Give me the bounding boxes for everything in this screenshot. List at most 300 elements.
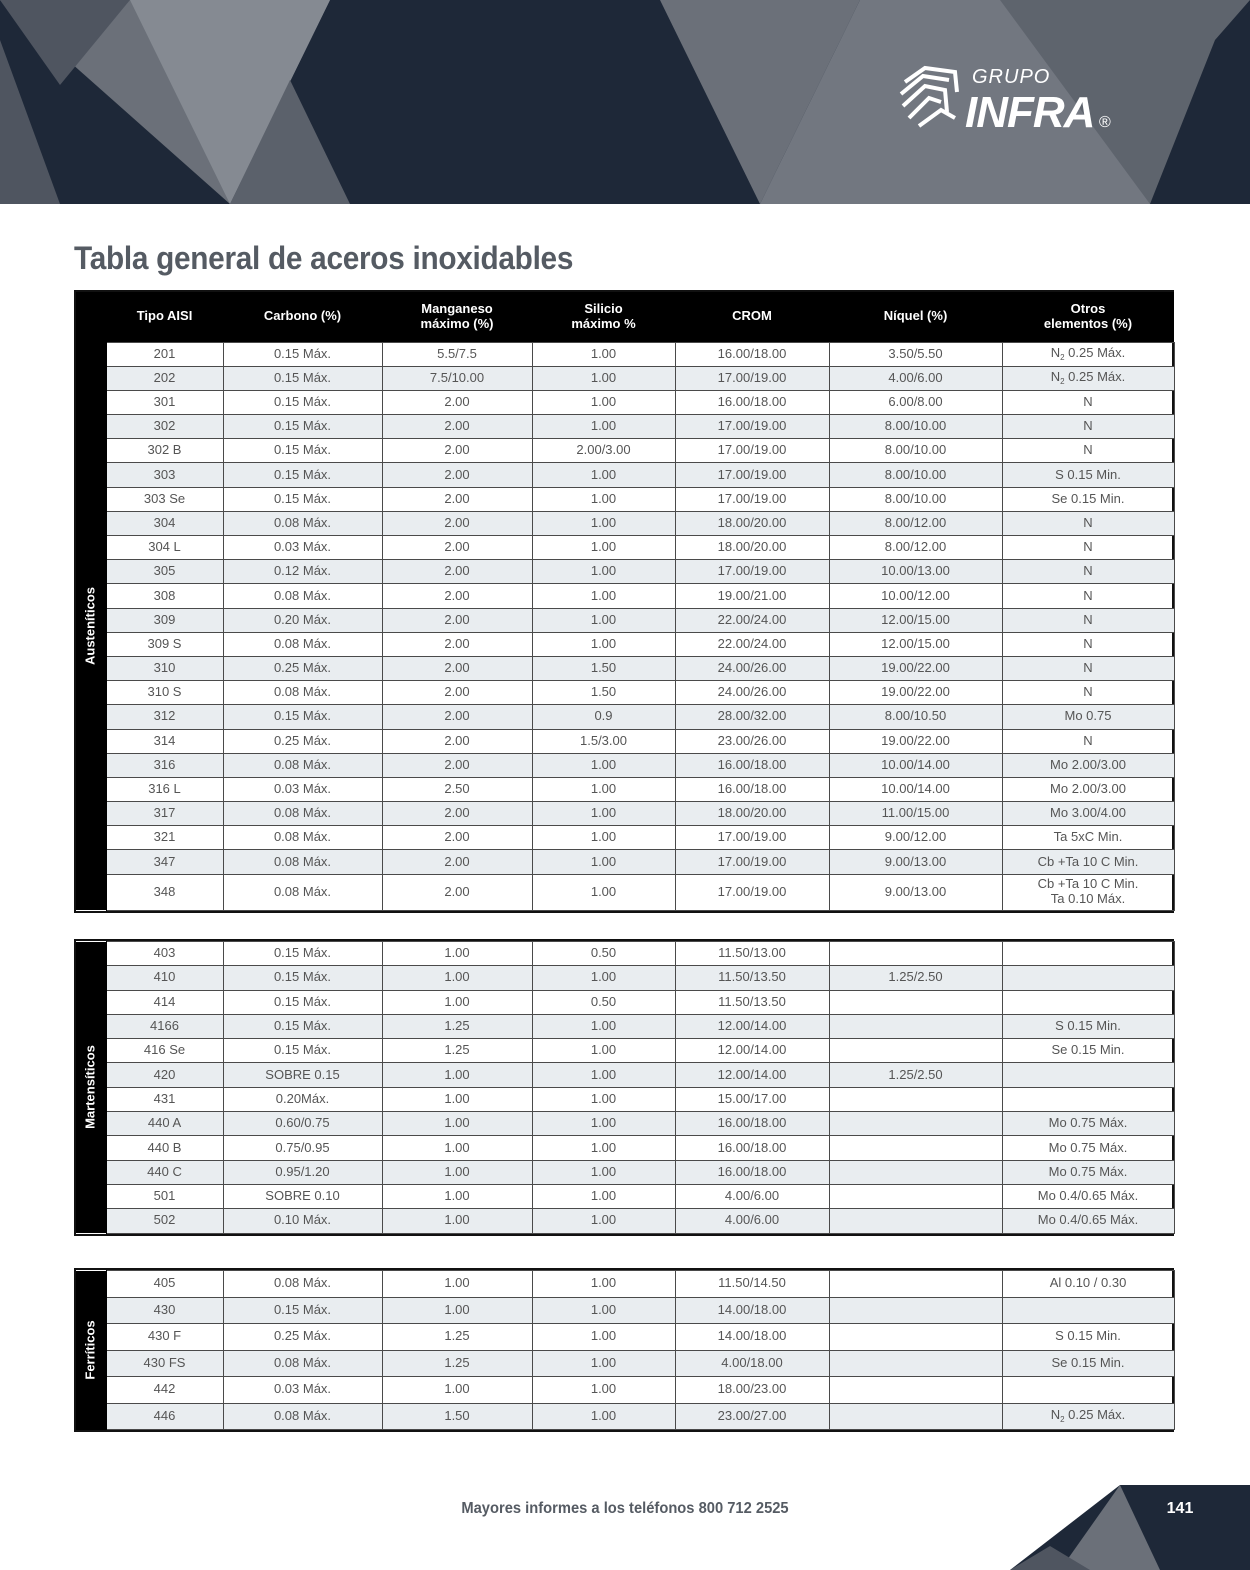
logo-grupo-text: GRUPO [972, 66, 1051, 88]
otros-cell: N [1002, 656, 1174, 680]
otros-cell: S 0.15 Min. [1002, 463, 1174, 487]
table-row [76, 1324, 1174, 1351]
niquel-cell [829, 1297, 1002, 1324]
header-silicio-line2: máximo % [571, 315, 636, 331]
manganeso-cell: 2.00 [382, 390, 532, 414]
table-row [76, 826, 1174, 850]
silicio-cell: 1.00 [532, 415, 675, 439]
manganeso-cell: 1.00 [382, 1063, 532, 1087]
otros-cell [1002, 990, 1174, 1014]
silicio-cell: 0.50 [532, 942, 675, 966]
group-label: Austeníticos [82, 587, 98, 666]
crom-cell: 16.00/18.00 [675, 342, 829, 366]
header-tipo-aisi: Tipo AISI [106, 292, 223, 342]
crom-cell: 24.00/26.00 [675, 681, 829, 705]
otros-cell: N [1002, 511, 1174, 535]
otros-cell: Mo 2.00/3.00 [1002, 777, 1174, 801]
crom-cell: 14.00/18.00 [675, 1324, 829, 1351]
niquel-cell: 8.00/10.00 [829, 487, 1002, 511]
tipo-aisi-cell: 316 [106, 753, 223, 777]
otros-cell: Mo 0.75 Máx. [1002, 1160, 1174, 1184]
silicio-cell: 1.50 [532, 681, 675, 705]
carbono-cell: 0.15 Máx. [223, 990, 382, 1014]
carbono-cell: 0.75/0.95 [223, 1136, 382, 1160]
manganeso-cell: 2.00 [382, 536, 532, 560]
tipo-aisi-cell: 202 [106, 366, 223, 390]
table-row [76, 1160, 1174, 1184]
carbono-cell: 0.15 Máx. [223, 487, 382, 511]
table-row [76, 1039, 1174, 1063]
header-niquel: Níquel (%) [829, 292, 1002, 342]
manganeso-cell: 2.00 [382, 705, 532, 729]
silicio-cell: 1.00 [532, 1039, 675, 1063]
crom-cell: 17.00/19.00 [675, 463, 829, 487]
tipo-aisi-cell: 442 [106, 1377, 223, 1404]
carbono-cell: 0.08 Máx. [223, 1403, 382, 1430]
crom-cell: 4.00/6.00 [675, 1209, 829, 1233]
tipo-aisi-cell: 314 [106, 729, 223, 753]
tipo-aisi-cell: 302 [106, 415, 223, 439]
carbono-cell: 0.12 Máx. [223, 560, 382, 584]
otros-cell [1002, 966, 1174, 990]
header-manganeso-line2: máximo (%) [420, 315, 494, 331]
otros-cell: N [1002, 439, 1174, 463]
crom-cell: 14.00/18.00 [675, 1297, 829, 1324]
niquel-cell: 10.00/14.00 [829, 777, 1002, 801]
silicio-cell: 1.00 [532, 1271, 675, 1298]
otros-cell: $N_2$ 0.25 Máx. [1002, 1403, 1174, 1430]
carbono-cell: 0.15 Máx. [223, 390, 382, 414]
carbono-cell: 0.15 Máx. [223, 439, 382, 463]
page-title: Tabla general de aceros inoxidables [74, 240, 574, 276]
tipo-aisi-cell: 310 [106, 656, 223, 680]
crom-cell: 18.00/20.00 [675, 802, 829, 826]
niquel-cell [829, 942, 1002, 966]
manganeso-cell: 1.25 [382, 1039, 532, 1063]
manganeso-cell: 1.00 [382, 1136, 532, 1160]
manganeso-cell: 1.00 [382, 990, 532, 1014]
group-label: Ferríticos [82, 1320, 98, 1380]
carbono-cell: 0.15 Máx. [223, 463, 382, 487]
header-crom: CROM [675, 292, 829, 342]
silicio-cell: 1.00 [532, 966, 675, 990]
otros-cell [1002, 942, 1174, 966]
manganeso-cell: 1.00 [382, 1209, 532, 1233]
manganeso-cell: 2.00 [382, 584, 532, 608]
table-row [76, 850, 1174, 874]
tipo-aisi-cell: 430 FS [106, 1350, 223, 1377]
manganeso-cell: 2.00 [382, 415, 532, 439]
manganeso-cell: 2.00 [382, 656, 532, 680]
table-row [76, 705, 1174, 729]
otros-cell: Se 0.15 Min. [1002, 1039, 1174, 1063]
otros-cell: N [1002, 560, 1174, 584]
otros-cell: Mo 2.00/3.00 [1002, 753, 1174, 777]
tipo-aisi-cell: 416 Se [106, 1039, 223, 1063]
silicio-cell: 1.00 [532, 366, 675, 390]
carbono-cell: 0.15 Máx. [223, 705, 382, 729]
carbono-cell: 0.20Máx. [223, 1087, 382, 1111]
crom-cell: 11.50/13.50 [675, 990, 829, 1014]
tipo-aisi-cell: 303 Se [106, 487, 223, 511]
niquel-cell: 19.00/22.00 [829, 656, 1002, 680]
silicio-cell: 1.00 [532, 1324, 675, 1351]
crom-cell: 19.00/21.00 [675, 584, 829, 608]
table-row [76, 942, 1174, 966]
silicio-cell: 0.9 [532, 705, 675, 729]
niquel-cell [829, 1350, 1002, 1377]
carbono-cell: 0.15 Máx. [223, 342, 382, 366]
header-carbono: Carbono (%) [223, 292, 382, 342]
ferriticos-table [74, 1268, 1174, 1432]
otros-cell: Al 0.10 / 0.30 [1002, 1271, 1174, 1298]
silicio-cell: 1.00 [532, 1112, 675, 1136]
table-header-row [76, 292, 1174, 342]
niquel-cell [829, 1136, 1002, 1160]
otros-cell: Cb +Ta 10 C Min. [1002, 850, 1174, 874]
manganeso-cell: 5.5/7.5 [382, 342, 532, 366]
tipo-aisi-cell: 309 [106, 608, 223, 632]
carbono-cell: 0.15 Máx. [223, 1039, 382, 1063]
silicio-cell: 1.00 [532, 1160, 675, 1184]
carbono-cell: 0.15 Máx. [223, 1014, 382, 1038]
martensiticos-table [74, 939, 1174, 1236]
niquel-cell: 19.00/22.00 [829, 729, 1002, 753]
carbono-cell: 0.08 Máx. [223, 632, 382, 656]
otros-cell: N [1002, 729, 1174, 753]
header-silicio [532, 292, 675, 342]
silicio-cell: 1.00 [532, 1136, 675, 1160]
manganeso-cell: 1.00 [382, 1377, 532, 1404]
silicio-cell: 1.00 [532, 1297, 675, 1324]
manganeso-cell: 1.00 [382, 1184, 532, 1208]
tipo-aisi-cell: 431 [106, 1087, 223, 1111]
manganeso-cell: 2.00 [382, 802, 532, 826]
table-row [76, 415, 1174, 439]
tipo-aisi-cell: 502 [106, 1209, 223, 1233]
carbono-cell: 0.08 Máx. [223, 850, 382, 874]
niquel-cell: 1.25/2.50 [829, 966, 1002, 990]
silicio-cell: 1.00 [532, 487, 675, 511]
tipo-aisi-cell: 347 [106, 850, 223, 874]
page-number: 141 [1166, 1500, 1194, 1517]
header-manganeso [382, 292, 532, 342]
niquel-cell: 9.00/12.00 [829, 826, 1002, 850]
carbono-cell: 0.08 Máx. [223, 802, 382, 826]
manganeso-cell: 2.00 [382, 729, 532, 753]
carbono-cell: 0.08 Máx. [223, 1271, 382, 1298]
niquel-cell: 9.00/13.00 [829, 874, 1002, 910]
group-label-cell [76, 1271, 106, 1430]
niquel-cell [829, 1324, 1002, 1351]
niquel-cell: 8.00/12.00 [829, 511, 1002, 535]
otros-cell: N [1002, 608, 1174, 632]
niquel-cell: 12.00/15.00 [829, 608, 1002, 632]
manganeso-cell: 1.25 [382, 1324, 532, 1351]
manganeso-cell: 1.00 [382, 1087, 532, 1111]
table-row [76, 608, 1174, 632]
niquel-cell: 3.50/5.50 [829, 342, 1002, 366]
table-row [76, 560, 1174, 584]
silicio-cell: 1.00 [532, 560, 675, 584]
table-row [76, 1184, 1174, 1208]
manganeso-cell: 2.00 [382, 487, 532, 511]
otros-cell: Se 0.15 Min. [1002, 1350, 1174, 1377]
manganeso-cell: 1.50 [382, 1403, 532, 1430]
otros-cell: S 0.15 Min. [1002, 1324, 1174, 1351]
tipo-aisi-cell: 420 [106, 1063, 223, 1087]
niquel-cell: 1.25/2.50 [829, 1063, 1002, 1087]
tipo-aisi-cell: 309 S [106, 632, 223, 656]
table-row [76, 584, 1174, 608]
manganeso-cell: 2.00 [382, 632, 532, 656]
silicio-cell: 1.00 [532, 850, 675, 874]
crom-cell: 15.00/17.00 [675, 1087, 829, 1111]
austeniticos-table [74, 290, 1174, 913]
grupo-infra-logo [895, 62, 1125, 142]
niquel-cell: 8.00/10.00 [829, 415, 1002, 439]
tipo-aisi-cell: 414 [106, 990, 223, 1014]
niquel-cell: 8.00/10.00 [829, 439, 1002, 463]
silicio-cell: 1.00 [532, 390, 675, 414]
crom-cell: 23.00/27.00 [675, 1403, 829, 1430]
niquel-cell [829, 1271, 1002, 1298]
niquel-cell [829, 1160, 1002, 1184]
crom-cell: 23.00/26.00 [675, 729, 829, 753]
table-row [76, 511, 1174, 535]
otros-cell: Mo 0.75 Máx. [1002, 1136, 1174, 1160]
header-corner [76, 292, 106, 342]
carbono-cell: 0.15 Máx. [223, 415, 382, 439]
crom-cell: 16.00/18.00 [675, 390, 829, 414]
silicio-cell: 1.00 [532, 536, 675, 560]
tipo-aisi-cell: 308 [106, 584, 223, 608]
manganeso-cell: 7.5/10.00 [382, 366, 532, 390]
crom-cell: 28.00/32.00 [675, 705, 829, 729]
crom-cell: 12.00/14.00 [675, 1039, 829, 1063]
manganeso-cell: 2.50 [382, 777, 532, 801]
carbono-cell: 0.08 Máx. [223, 584, 382, 608]
tipo-aisi-cell: 501 [106, 1184, 223, 1208]
tipo-aisi-cell: 405 [106, 1271, 223, 1298]
carbono-cell: 0.03 Máx. [223, 1377, 382, 1404]
manganeso-cell: 1.25 [382, 1014, 532, 1038]
carbono-cell: SOBRE 0.10 [223, 1184, 382, 1208]
tipo-aisi-cell: 440 A [106, 1112, 223, 1136]
crom-cell: 17.00/19.00 [675, 826, 829, 850]
niquel-cell: 12.00/15.00 [829, 632, 1002, 656]
carbono-cell: 0.15 Máx. [223, 966, 382, 990]
header-silicio-line1: Silicio [584, 300, 623, 316]
footer-contact-text: Mayores informes a los teléfonos 800 712 2525 [461, 1500, 789, 1517]
crom-cell: 22.00/24.00 [675, 632, 829, 656]
otros-cell: Mo 0.75 [1002, 705, 1174, 729]
carbono-cell: 0.08 Máx. [223, 1350, 382, 1377]
niquel-cell [829, 1209, 1002, 1233]
otros-cell: N [1002, 415, 1174, 439]
footer-triangles [0, 1480, 1250, 1570]
tipo-aisi-cell: 440 B [106, 1136, 223, 1160]
header-otros [1002, 292, 1174, 342]
registered-mark: ® [1099, 114, 1111, 131]
manganeso-cell: 1.00 [382, 1271, 532, 1298]
carbono-cell: 0.15 Máx. [223, 942, 382, 966]
manganeso-cell: 1.00 [382, 1297, 532, 1324]
table-row [76, 342, 1174, 366]
manganeso-cell: 1.00 [382, 1160, 532, 1184]
silicio-cell: 1.00 [532, 1063, 675, 1087]
silicio-cell: 1.00 [532, 1209, 675, 1233]
table-row [76, 874, 1174, 910]
group-label-cell [76, 342, 106, 910]
silicio-cell: 1.00 [532, 777, 675, 801]
manganeso-cell: 2.00 [382, 511, 532, 535]
tipo-aisi-cell: 301 [106, 390, 223, 414]
carbono-cell: 0.10 Máx. [223, 1209, 382, 1233]
tipo-aisi-cell: 312 [106, 705, 223, 729]
tipo-aisi-cell: 317 [106, 802, 223, 826]
crom-cell: 17.00/19.00 [675, 560, 829, 584]
niquel-cell: 10.00/12.00 [829, 584, 1002, 608]
crom-cell: 22.00/24.00 [675, 608, 829, 632]
silicio-cell: 1.00 [532, 342, 675, 366]
tipo-aisi-cell: 303 [106, 463, 223, 487]
silicio-cell: 1.00 [532, 1377, 675, 1404]
tipo-aisi-cell: 430 [106, 1297, 223, 1324]
carbono-cell: 0.15 Máx. [223, 366, 382, 390]
otros-cell: Mo 0.4/0.65 Máx. [1002, 1209, 1174, 1233]
otros-cell [1002, 1063, 1174, 1087]
silicio-cell: 1.00 [532, 1087, 675, 1111]
manganeso-cell: 2.00 [382, 826, 532, 850]
table-row [76, 390, 1174, 414]
crom-cell: 11.50/14.50 [675, 1271, 829, 1298]
silicio-cell: 1.00 [532, 1350, 675, 1377]
niquel-cell: 9.00/13.00 [829, 850, 1002, 874]
niquel-cell: 6.00/8.00 [829, 390, 1002, 414]
manganeso-cell: 2.00 [382, 463, 532, 487]
tipo-aisi-cell: 310 S [106, 681, 223, 705]
niquel-cell [829, 1014, 1002, 1038]
manganeso-cell: 1.00 [382, 966, 532, 990]
carbono-cell: 0.25 Máx. [223, 729, 382, 753]
table-row [76, 366, 1174, 390]
tipo-aisi-cell: 410 [106, 966, 223, 990]
logo-infra-text: INFRA [965, 88, 1095, 137]
silicio-cell: 1.00 [532, 608, 675, 632]
group-label: Martensíticos [82, 1045, 98, 1130]
table-row [76, 729, 1174, 753]
crom-cell: 18.00/20.00 [675, 536, 829, 560]
otros-cell [1002, 1297, 1174, 1324]
tipo-aisi-cell: 305 [106, 560, 223, 584]
otros-cell: N [1002, 632, 1174, 656]
silicio-cell: 1.00 [532, 1403, 675, 1430]
table-row [76, 777, 1174, 801]
table-row [76, 487, 1174, 511]
page-header-banner [0, 0, 1250, 204]
header-manganeso-line1: Manganeso [421, 300, 493, 316]
carbono-cell: SOBRE 0.15 [223, 1063, 382, 1087]
manganeso-cell: 2.00 [382, 608, 532, 632]
crom-cell: 16.00/18.00 [675, 777, 829, 801]
tipo-aisi-cell: 348 [106, 874, 223, 910]
crom-cell: 24.00/26.00 [675, 656, 829, 680]
niquel-cell: 10.00/14.00 [829, 753, 1002, 777]
crom-cell: 11.50/13.50 [675, 966, 829, 990]
crom-cell: 17.00/19.00 [675, 366, 829, 390]
manganeso-cell: 2.00 [382, 681, 532, 705]
tipo-aisi-cell: 446 [106, 1403, 223, 1430]
table-row [76, 1271, 1174, 1298]
table-row [76, 1350, 1174, 1377]
niquel-cell [829, 990, 1002, 1014]
tipo-aisi-cell: 430 F [106, 1324, 223, 1351]
otros-cell: Cb +Ta 10 C Min. Ta 0.10 Máx. [1002, 874, 1174, 910]
otros-cell: S 0.15 Min. [1002, 1014, 1174, 1038]
carbono-cell: 0.25 Máx. [223, 656, 382, 680]
tipo-aisi-cell: 316 L [106, 777, 223, 801]
crom-cell: 17.00/19.00 [675, 850, 829, 874]
otros-cell: Mo 0.75 Máx. [1002, 1112, 1174, 1136]
niquel-cell [829, 1039, 1002, 1063]
tipo-aisi-cell: 440 C [106, 1160, 223, 1184]
silicio-cell: 1.50 [532, 656, 675, 680]
crom-cell: 18.00/23.00 [675, 1377, 829, 1404]
table-row [76, 753, 1174, 777]
crom-cell: 17.00/19.00 [675, 439, 829, 463]
silicio-cell: 1.00 [532, 511, 675, 535]
otros-cell: $N_2$ 0.25 Máx. [1002, 342, 1174, 366]
carbono-cell: 0.08 Máx. [223, 511, 382, 535]
carbono-cell: 0.20 Máx. [223, 608, 382, 632]
silicio-cell: 1.00 [532, 802, 675, 826]
table-row [76, 966, 1174, 990]
silicio-cell: 1.00 [532, 826, 675, 850]
table-row [76, 1297, 1174, 1324]
carbono-cell: 0.08 Máx. [223, 826, 382, 850]
carbono-cell: 0.15 Máx. [223, 1297, 382, 1324]
manganeso-cell: 2.00 [382, 874, 532, 910]
niquel-cell: 8.00/10.00 [829, 463, 1002, 487]
otros-cell [1002, 1377, 1174, 1404]
crom-cell: 11.50/13.00 [675, 942, 829, 966]
table-row [76, 1136, 1174, 1160]
manganeso-cell: 1.00 [382, 1112, 532, 1136]
tipo-aisi-cell: 321 [106, 826, 223, 850]
header-otros-line2: elementos (%) [1043, 315, 1133, 331]
silicio-cell: 1.5/3.00 [532, 729, 675, 753]
infra-emblem-icon [895, 62, 965, 132]
crom-cell: 16.00/18.00 [675, 753, 829, 777]
otros-cell: $N_2$ 0.25 Máx. [1002, 366, 1174, 390]
table-row [76, 536, 1174, 560]
silicio-cell: 1.00 [532, 632, 675, 656]
tipo-aisi-cell: 302 B [106, 439, 223, 463]
table-row [76, 1014, 1174, 1038]
silicio-cell: 0.50 [532, 990, 675, 1014]
niquel-cell [829, 1377, 1002, 1404]
tipo-aisi-cell: 304 [106, 511, 223, 535]
crom-cell: 4.00/6.00 [675, 1184, 829, 1208]
tipo-aisi-cell: 201 [106, 342, 223, 366]
otros-cell: N [1002, 584, 1174, 608]
otros-cell: Mo 3.00/4.00 [1002, 802, 1174, 826]
carbono-cell: 0.25 Máx. [223, 1324, 382, 1351]
otros-cell [1002, 1087, 1174, 1111]
niquel-cell [829, 1184, 1002, 1208]
carbono-cell: 0.08 Máx. [223, 681, 382, 705]
